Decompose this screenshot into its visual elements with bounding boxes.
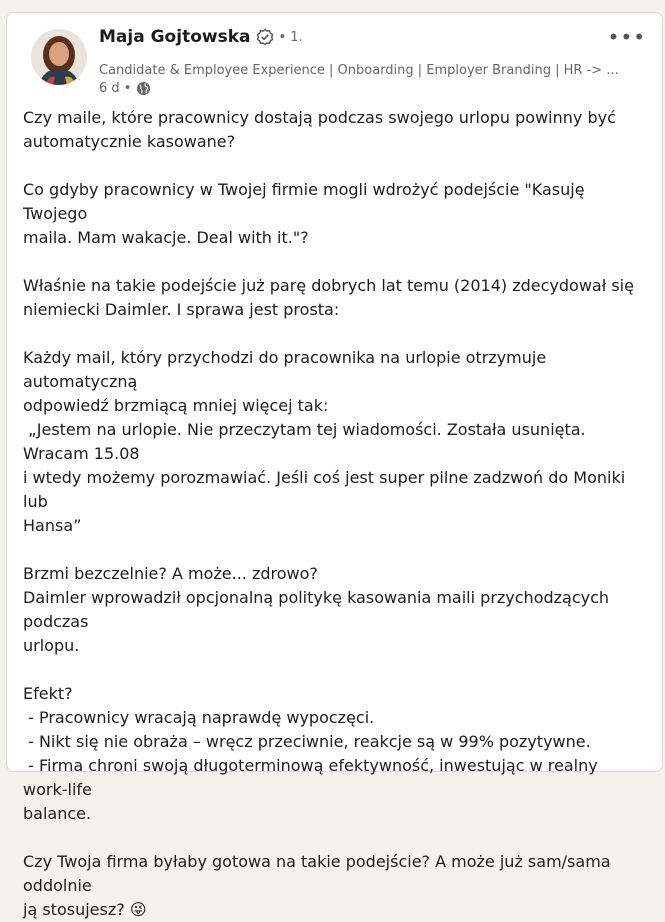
post-text-line: ją stosujesz? 😜 bbox=[23, 900, 147, 919]
post-text-line: Czy maile, które pracownicy dostają podczas swojego urlopu powinny być bbox=[23, 108, 616, 127]
post-text-line: urlopu. bbox=[23, 636, 80, 655]
post-body bbox=[23, 106, 643, 922]
post-time: 6 d • bbox=[99, 81, 132, 96]
post-meta bbox=[99, 81, 151, 96]
author-headline: Candidate & Employee Experience | Onboarding | Employer Branding | HR -> ... bbox=[99, 63, 619, 78]
post-text-line: „Jestem na urlopie. Nie przeczytam tej wiadomości. Została usunięta. Wracam 15.08 bbox=[23, 420, 591, 463]
post-text-line: niemiecki Daimler. I sprawa jest prosta: bbox=[23, 300, 340, 319]
post-text-line: Efekt? bbox=[23, 684, 73, 703]
post-text-line: automatycznie kasowane? bbox=[23, 132, 236, 151]
post-text-line: - Nikt się nie obraża – wręcz przeciwnie, reakcje są w 99% pozytywne. bbox=[23, 732, 591, 751]
post-text-line: Właśnie na takie podejście już parę dobrych lat temu (2014) zdecydował się bbox=[23, 276, 634, 295]
verified-badge-icon bbox=[256, 28, 274, 46]
post-text-line: i wtedy możemy porozmawiać. Jeśli coś jest super pilne zadzwoń do Moniki lub bbox=[23, 468, 631, 511]
post-text-line: Hansa” bbox=[23, 516, 82, 535]
paragraph-gap bbox=[23, 538, 643, 562]
paragraph-gap bbox=[23, 322, 643, 346]
post-text-line: Każdy mail, który przychodzi do pracownika na urlopie otrzymuje automatyczną bbox=[23, 348, 552, 391]
post-text-line: Brzmi bezczelnie? A może... zdrowo? bbox=[23, 564, 318, 583]
author-name[interactable]: Maja Gojtowska bbox=[99, 27, 251, 47]
post-card bbox=[6, 12, 663, 919]
author-avatar[interactable] bbox=[31, 29, 87, 85]
post-text-line: maila. Mam wakacje. Deal with it."? bbox=[23, 228, 309, 247]
paragraph-gap bbox=[23, 658, 643, 682]
author-name-row bbox=[99, 27, 303, 47]
post-text-line: odpowiedź brzmiącą mniej więcej tak: bbox=[23, 396, 329, 415]
paragraph-gap bbox=[23, 250, 643, 274]
post-text-line: Czy Twoja firma byłaby gotowa na takie podejście? A może już sam/sama oddolnie bbox=[23, 852, 616, 895]
post-text-line: - Firma chroni swoją długoterminową efektywność, inwestując w realny work-life bbox=[23, 756, 603, 799]
post-text-line: - Pracownicy wracają naprawdę wypoczęci. bbox=[23, 708, 375, 727]
post-text-line: Co gdyby pracownicy w Twojej firmie mogli wdrożyć podejście "Kasuję Twojego bbox=[23, 180, 590, 223]
globe-icon bbox=[136, 81, 151, 96]
paragraph-gap bbox=[23, 826, 643, 850]
paragraph-gap bbox=[23, 154, 643, 178]
more-options-button[interactable]: ••• bbox=[607, 25, 646, 49]
post-text-line: Daimler wprowadził opcjonalną politykę kasowania maili przychodzących podczas bbox=[23, 588, 615, 631]
post-text-line: balance. bbox=[23, 804, 92, 823]
connection-degree: • 1. bbox=[278, 29, 303, 45]
